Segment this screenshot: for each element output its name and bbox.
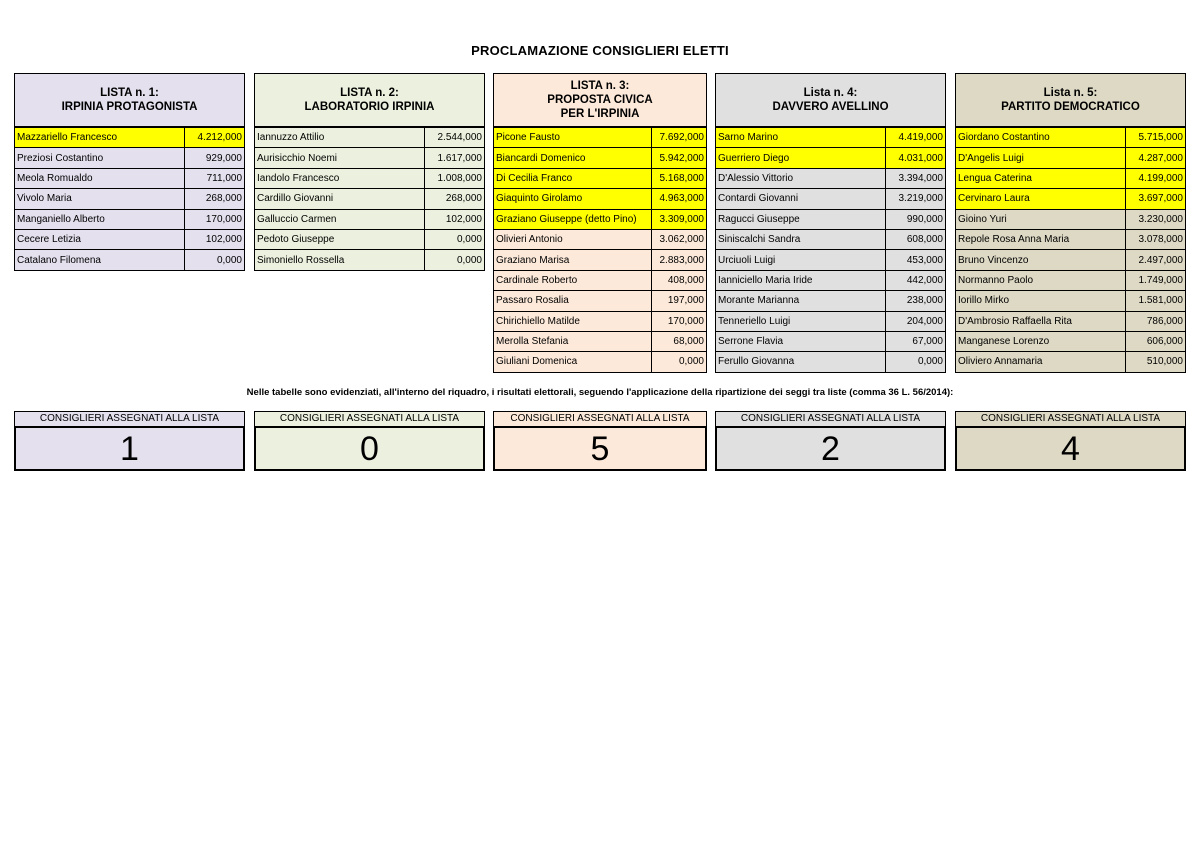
list-3-header [493,73,707,127]
candidate-votes: 453,000 [886,250,946,270]
table-row [716,229,946,249]
table-row [716,148,946,168]
list-1-candidates [14,127,245,271]
assigned-label: CONSIGLIERI ASSEGNATI ALLA LISTA [715,411,946,426]
candidate-name: D'Angelis Luigi [956,148,1126,168]
table-row [494,331,707,351]
candidate-votes: 3.394,000 [886,168,946,188]
table-row [494,189,707,209]
assigned-count: 1 [14,426,245,471]
candidate-votes: 929,000 [185,148,245,168]
candidate-votes: 102,000 [185,229,245,249]
list-3-candidates [493,127,707,373]
candidate-name: Tenneriello Luigi [716,311,886,331]
assigned-box-5 [955,411,1186,471]
table-row [255,229,485,249]
table-row [494,229,707,249]
candidate-name: Vivolo Maria [15,189,185,209]
candidate-name: Iannuzzo Attilio [255,128,425,148]
candidate-votes: 1.008,000 [425,168,485,188]
candidates-table [14,127,245,271]
list-1-header [14,73,245,127]
candidate-name: Bruno Vincenzo [956,250,1126,270]
candidate-name: D'Ambrosio Raffaella Rita [956,311,1126,331]
candidate-name: Gioino Yuri [956,209,1126,229]
table-row [15,250,245,270]
candidate-votes: 3.230,000 [1126,209,1186,229]
candidate-name: Ferullo Giovanna [716,352,886,372]
candidate-name: Merolla Stefania [494,331,652,351]
candidate-name: Picone Fausto [494,128,652,148]
candidate-votes: 3.062,000 [651,229,706,249]
candidate-name: Cardinale Roberto [494,270,652,290]
candidate-votes: 268,000 [425,189,485,209]
candidate-votes: 2.544,000 [425,128,485,148]
candidate-name: Iandolo Francesco [255,168,425,188]
table-row [716,189,946,209]
candidate-name: Biancardi Domenico [494,148,652,168]
table-row [255,209,485,229]
assigned-box-1 [14,411,245,471]
candidate-votes: 442,000 [886,270,946,290]
candidate-votes: 170,000 [185,209,245,229]
list-2-header [254,73,485,127]
candidate-name: Guerriero Diego [716,148,886,168]
candidate-name: Galluccio Carmen [255,209,425,229]
candidate-votes: 170,000 [651,311,706,331]
table-row [716,291,946,311]
candidate-name: Ianniciello Maria Iride [716,270,886,290]
candidate-name: Preziosi Costantino [15,148,185,168]
table-row [255,128,485,148]
list-4 [715,73,946,373]
candidate-name: Mazzariello Francesco [15,128,185,148]
table-row [956,168,1186,188]
table-row [494,311,707,331]
candidate-votes: 67,000 [886,331,946,351]
table-row [956,291,1186,311]
candidate-name: Chirichiello Matilde [494,311,652,331]
list-3-name: PROPOSTA CIVICA [547,94,653,106]
assigned-box-2 [254,411,485,471]
list-5-header [955,73,1186,127]
candidates-table [955,127,1186,373]
candidate-name: Meola Romualdo [15,168,185,188]
candidate-name: Catalano Filomena [15,250,185,270]
candidate-votes: 608,000 [886,229,946,249]
page-title: PROCLAMAZIONE CONSIGLIERI ELETTI [471,43,729,58]
candidate-votes: 1.581,000 [1126,291,1186,311]
list-5-candidates [955,127,1186,373]
candidate-votes: 0,000 [886,352,946,372]
candidate-votes: 4.287,000 [1126,148,1186,168]
table-row [716,209,946,229]
candidate-votes: 3.219,000 [886,189,946,209]
candidate-votes: 3.697,000 [1126,189,1186,209]
candidate-votes: 4.031,000 [886,148,946,168]
list-1-name: IRPINIA PROTAGONISTA [61,101,198,113]
table-row [956,250,1186,270]
candidate-votes: 3.309,000 [651,209,706,229]
candidate-name: Serrone Flavia [716,331,886,351]
list-3-number: LISTA n. 3: [570,80,630,92]
list-3-name-line2: PER L'IRPINIA [560,108,640,120]
table-row [716,250,946,270]
candidate-votes: 510,000 [1126,352,1186,372]
candidate-name: Giuliani Domenica [494,352,652,372]
candidate-votes: 0,000 [425,250,485,270]
table-row [716,352,946,372]
assigned-count: 5 [493,426,707,471]
candidate-votes: 238,000 [886,291,946,311]
list-5 [955,73,1186,373]
candidate-votes: 7.692,000 [651,128,706,148]
table-row [956,270,1186,290]
candidate-votes: 3.078,000 [1126,229,1186,249]
table-row [15,189,245,209]
candidate-name: Urciuoli Luigi [716,250,886,270]
table-row [716,168,946,188]
table-row [494,148,707,168]
candidate-votes: 0,000 [651,352,706,372]
list-4-name: DAVVERO AVELLINO [772,101,889,113]
table-row [15,128,245,148]
assigned-label: CONSIGLIERI ASSEGNATI ALLA LISTA [254,411,485,426]
table-row [716,311,946,331]
list-1 [14,73,245,271]
candidate-votes: 68,000 [651,331,706,351]
candidate-votes: 606,000 [1126,331,1186,351]
table-row [956,209,1186,229]
list-2-number: LISTA n. 2: [340,87,399,99]
table-row [494,352,707,372]
candidate-votes: 4.419,000 [886,128,946,148]
candidate-name: Iorillo Mirko [956,291,1126,311]
list-4-candidates [715,127,946,373]
table-row [494,250,707,270]
candidate-votes: 197,000 [651,291,706,311]
candidate-name: Giaquinto Girolamo [494,189,652,209]
table-row [255,168,485,188]
candidate-votes: 5.715,000 [1126,128,1186,148]
candidate-name: Morante Marianna [716,291,886,311]
table-row [494,168,707,188]
candidate-votes: 711,000 [185,168,245,188]
candidate-name: Siniscalchi Sandra [716,229,886,249]
candidates-table [493,127,707,373]
list-4-number: Lista n. 4: [803,87,858,99]
table-row [956,229,1186,249]
table-row [956,189,1186,209]
candidate-name: Giordano Costantino [956,128,1126,148]
candidate-votes: 408,000 [651,270,706,290]
table-row [255,250,485,270]
candidate-name: Manganiello Alberto [15,209,185,229]
table-row [255,148,485,168]
table-row [956,148,1186,168]
candidate-name: Di Cecilia Franco [494,168,652,188]
candidate-votes: 1.617,000 [425,148,485,168]
candidate-votes: 0,000 [185,250,245,270]
candidate-name: Manganese Lorenzo [956,331,1126,351]
list-2 [254,73,485,271]
candidate-votes: 2.497,000 [1126,250,1186,270]
assigned-count: 4 [955,426,1186,471]
assigned-label: CONSIGLIERI ASSEGNATI ALLA LISTA [14,411,245,426]
candidate-votes: 268,000 [185,189,245,209]
assigned-count: 2 [715,426,946,471]
table-row [15,148,245,168]
list-3 [493,73,707,373]
candidate-name: Oliviero Annamaria [956,352,1126,372]
table-row [716,128,946,148]
candidate-name: Aurisicchio Noemi [255,148,425,168]
list-4-header [715,73,946,127]
table-row [15,168,245,188]
candidates-table [715,127,946,373]
candidate-name: Olivieri Antonio [494,229,652,249]
list-2-name: LABORATORIO IRPINIA [304,101,435,113]
candidate-name: Graziano Marisa [494,250,652,270]
table-row [255,189,485,209]
candidate-name: Passaro Rosalia [494,291,652,311]
candidate-name: Normanno Paolo [956,270,1126,290]
table-row [494,209,707,229]
table-row [716,270,946,290]
list-5-number: Lista n. 5: [1043,87,1098,99]
candidate-name: Lengua Caterina [956,168,1126,188]
candidate-votes: 990,000 [886,209,946,229]
table-row [716,331,946,351]
list-1-number: LISTA n. 1: [100,87,159,99]
candidate-name: Contardi Giovanni [716,189,886,209]
candidate-name: Graziano Giuseppe (detto Pino) [494,209,652,229]
candidate-votes: 102,000 [425,209,485,229]
candidate-votes: 786,000 [1126,311,1186,331]
candidate-votes: 4.199,000 [1126,168,1186,188]
candidate-name: Cardillo Giovanni [255,189,425,209]
table-row [956,311,1186,331]
candidate-votes: 4.212,000 [185,128,245,148]
candidate-name: Repole Rosa Anna Maria [956,229,1126,249]
candidate-votes: 204,000 [886,311,946,331]
distribution-note: Nelle tabelle sono evidenziati, all'interno del riquadro, i risultati elettorali, seguendo l'applicazione della ripartizione dei seggi tra liste (comma 36 L. 56/2014): [246,387,954,398]
candidate-name: Simoniello Rossella [255,250,425,270]
assigned-box-3 [493,411,707,471]
candidate-votes: 5.168,000 [651,168,706,188]
table-row [15,229,245,249]
candidate-name: Cervinaro Laura [956,189,1126,209]
candidate-votes: 4.963,000 [651,189,706,209]
candidate-name: Pedoto Giuseppe [255,229,425,249]
candidate-name: D'Alessio Vittorio [716,168,886,188]
table-row [956,128,1186,148]
candidate-votes: 1.749,000 [1126,270,1186,290]
candidates-table [254,127,485,271]
table-row [956,352,1186,372]
candidate-votes: 5.942,000 [651,148,706,168]
candidate-name: Cecere Letizia [15,229,185,249]
assigned-box-4 [715,411,946,471]
table-row [494,128,707,148]
assigned-label: CONSIGLIERI ASSEGNATI ALLA LISTA [955,411,1186,426]
table-row [15,209,245,229]
candidate-name: Sarno Marino [716,128,886,148]
list-5-name: PARTITO DEMOCRATICO [1001,101,1140,113]
table-row [956,331,1186,351]
assigned-label: CONSIGLIERI ASSEGNATI ALLA LISTA [493,411,707,426]
table-row [494,291,707,311]
table-row [494,270,707,290]
assigned-count: 0 [254,426,485,471]
candidate-votes: 0,000 [425,229,485,249]
candidate-votes: 2.883,000 [651,250,706,270]
list-2-candidates [254,127,485,271]
candidate-name: Ragucci Giuseppe [716,209,886,229]
